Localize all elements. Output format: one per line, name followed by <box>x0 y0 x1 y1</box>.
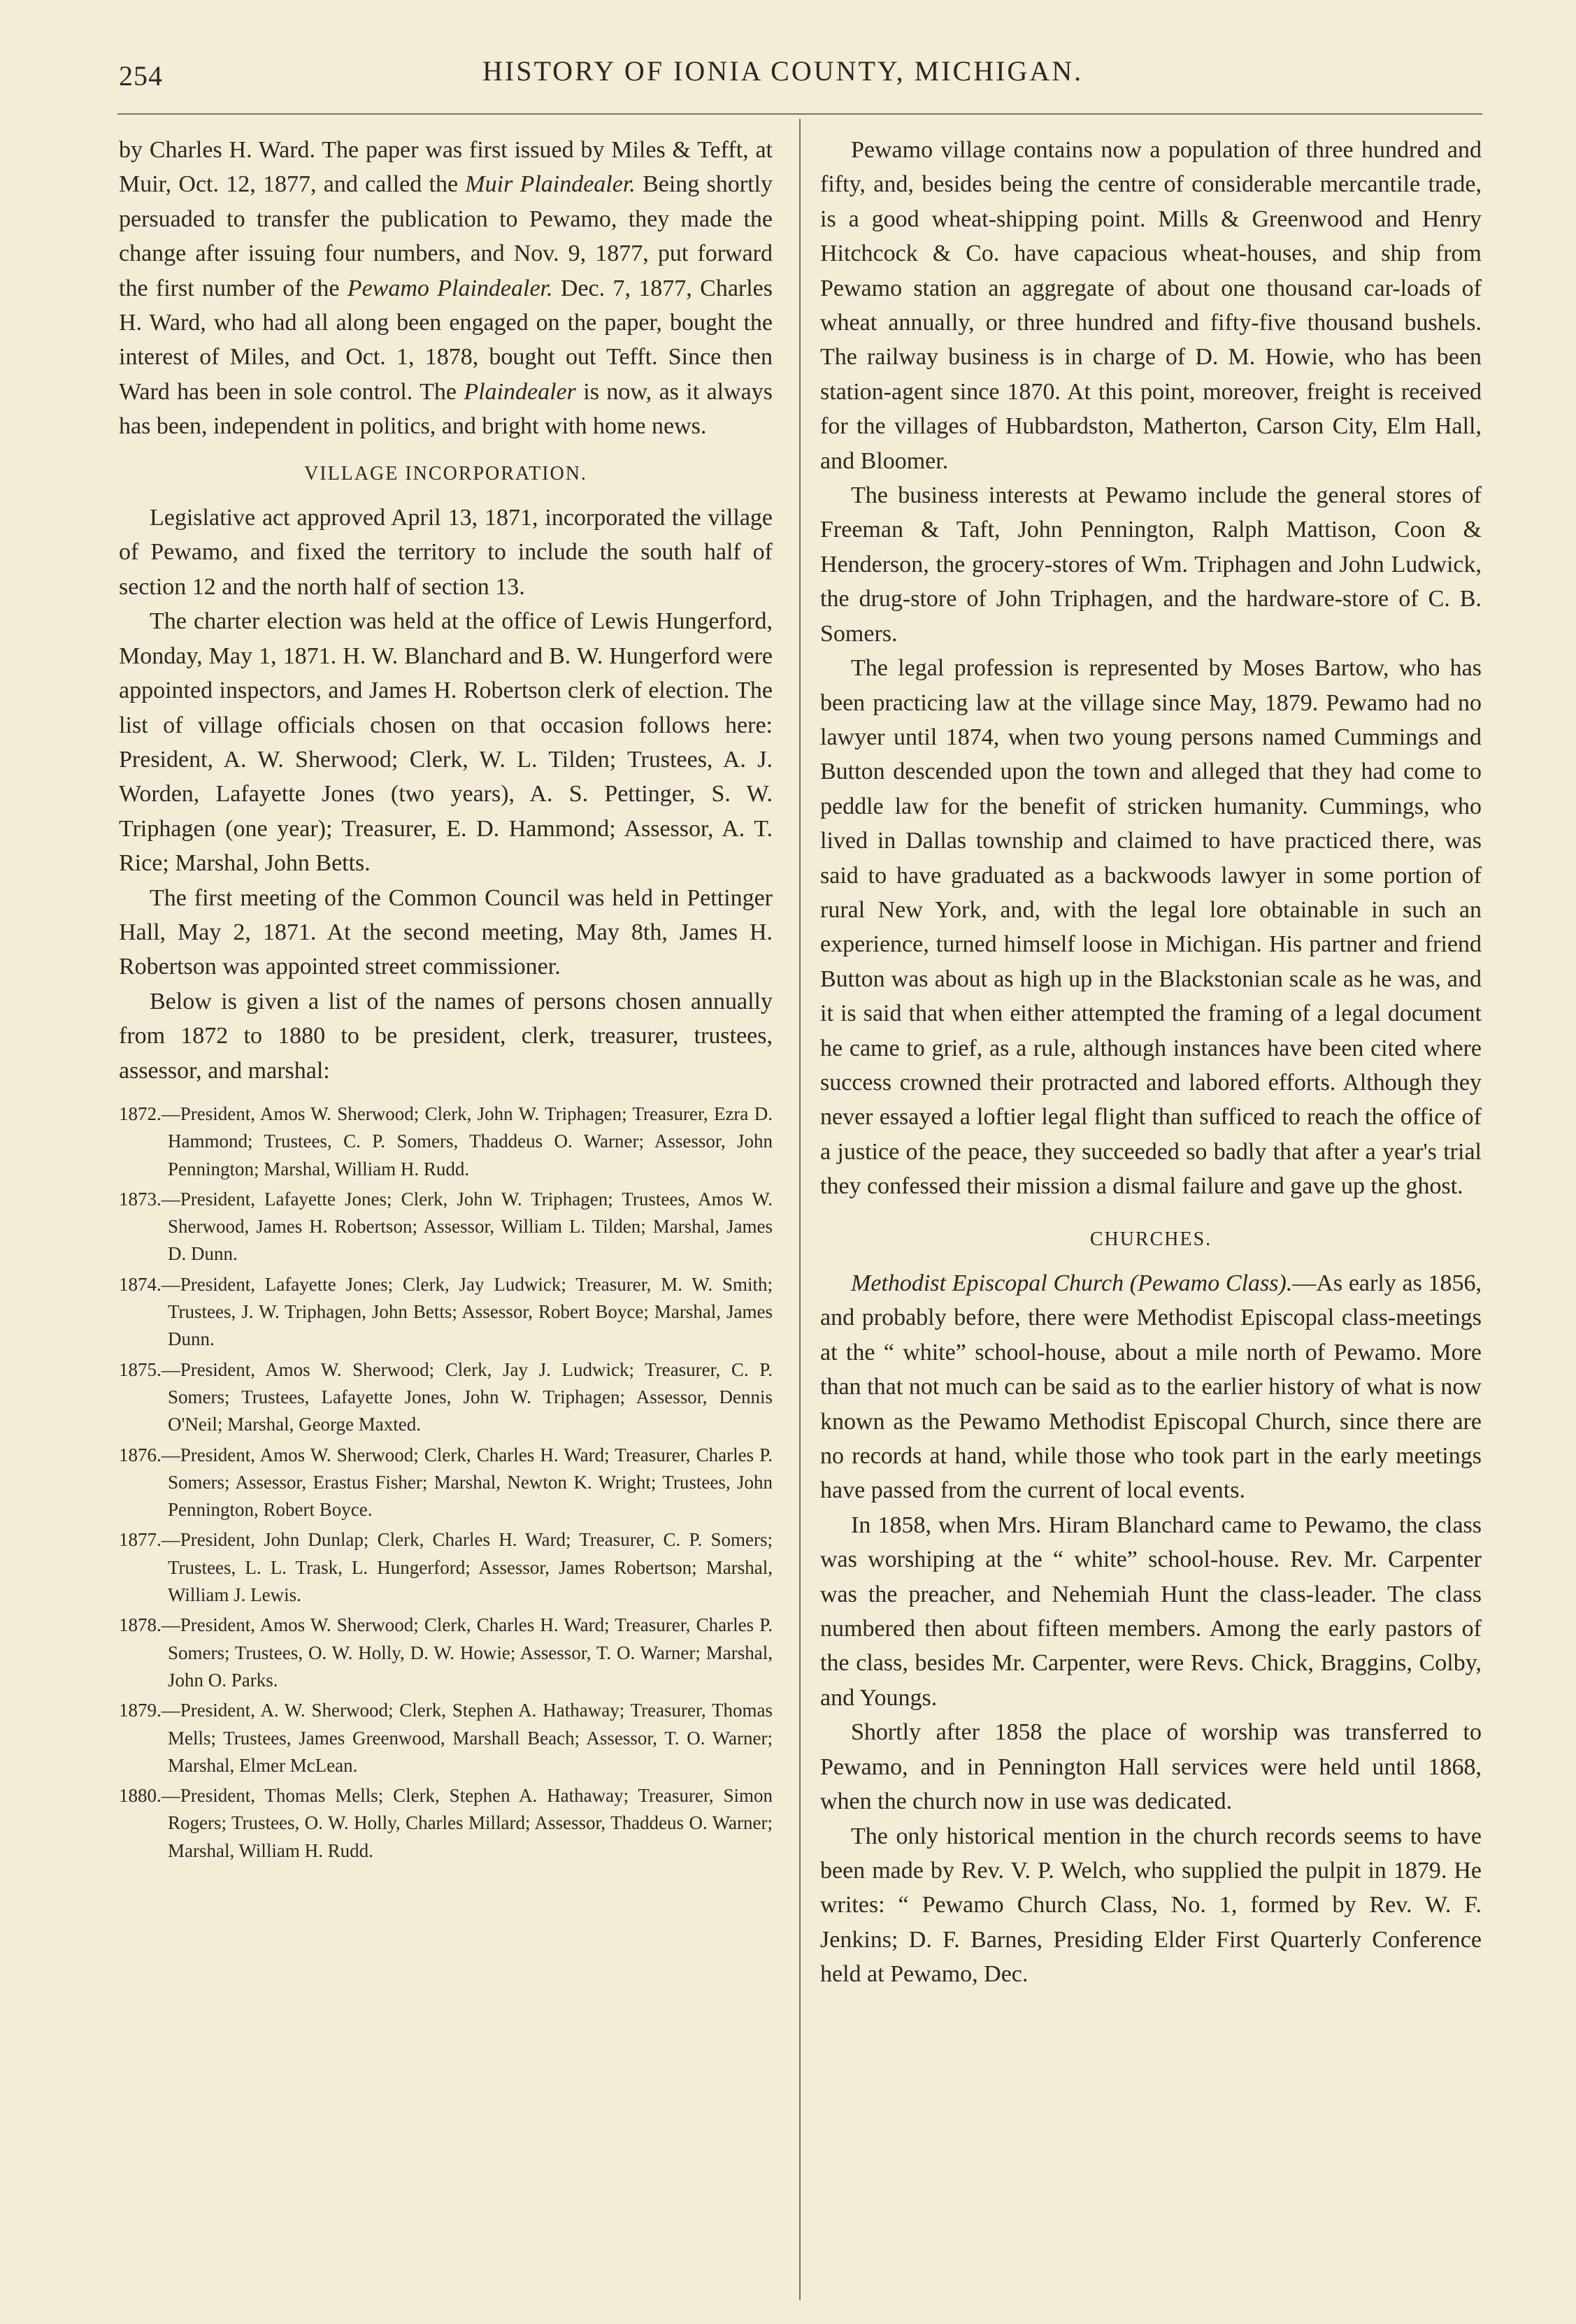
left-column <box>119 133 773 1867</box>
officer-entry-1876: 1876.—President, Amos W. Sherwood; Clerk, Charles H. Ward; Treasurer, Charles P. Somers; Assessor, Erastus Fisher; Marshal, Newton K. Wright; Trustees, John Pennington, Robert Boyce. <box>119 1444 773 1521</box>
officers-list <box>119 1100 773 1865</box>
header-rule <box>117 113 1482 115</box>
officer-entry-1880: 1880.—President, Thomas Mells; Clerk, Stephen A. Hathaway; Treasurer, Simon Rogers; Trustees, O. W. Holly, Charles Millard; Assessor, Thaddeus O. Warner; Marshal, William H. Rudd. <box>119 1785 773 1861</box>
paragraph-officers-intro: Below is given a list of the names of persons chosen annually from 1872 to 1880 to be president, clerk, treasurer, trustees, assessor, and marshal: <box>119 988 773 1084</box>
column-divider <box>799 119 801 2300</box>
running-head: HISTORY OF IONIA COUNTY, MICHIGAN. <box>482 55 1084 87</box>
paragraph-1858: In 1858, when Mrs. Hiram Blanchard came to Pewamo, the class was worshiping at the “ white” school-house. Rev. Mr. Carpenter was the preacher, and Nehemiah Hunt the class-leader. The class numbered then about fifteen members. Among the early pastors of the class, besides Mr. Carpenter, were Revs. Chick, Braggins, Colby, and Youngs. <box>820 1512 1482 1711</box>
text-run: Dec. 7, 1877, Charles H. Ward, who had all along been engaged on the paper, bought the interest of Miles, and Oct. 1, 1878, bought out Tefft. Since then Ward has been in sole control. The <box>119 275 773 405</box>
right-column <box>820 133 1482 1992</box>
officer-entry-1877: 1877.—President, John Dunlap; Clerk, Charles H. Ward; Treasurer, C. P. Somers; Trustees, L. L. Trask, L. Hungerford; Assessor, James Robertson; Marshal, William J. Lewis. <box>119 1529 773 1606</box>
text-run: —As early as 1856, and probably before, there were Methodist Episcopal class-meetings at the “ white” school-house, about a mile north of Pewamo. More than that not much can be said as to the earlier history of what is now known as the Pewamo Methodist Episcopal Church, since there are no records at hand, while those who took part in the early meetings have passed from the current of local events. <box>820 1270 1482 1504</box>
church-name: Methodist Episcopal Church (Pewamo Class). <box>851 1270 1293 1296</box>
officer-entry-1874: 1874.—President, Lafayette Jones; Clerk, Jay Ludwick; Treasurer, M. W. Smith; Trustees, J. W. Triphagen, John Betts; Assessor, Robert Boyce; Marshal, James Dunn. <box>119 1273 773 1350</box>
paragraph-methodist-church <box>820 1266 1482 1508</box>
officer-entry-1875: 1875.—President, Amos W. Sherwood; Clerk, Jay J. Ludwick; Treasurer, C. P. Somers; Trustees, Lafayette Jones, John W. Triphagen; Assessor, Dennis O'Neil; Marshal, George Maxted. <box>119 1358 773 1435</box>
paragraph-charter-election: The charter election was held at the office of Lewis Hungerford, Monday, May 1, 1871. H. W. Blanchard and B. W. Hungerford were appointed inspectors, and James H. Robertson clerk of election. The list of village officials chosen on that occasion follows here: President, A. W. Sherwood; Clerk, W. L. Tilden; Trustees, A. J. Worden, Lafayette Jones (two years), A. S. Pettinger, S. W. Triphagen (one year); Treasurer, E. D. Hammond; Assessor, A. T. Rice; Marshal, John Betts. <box>119 608 773 877</box>
officer-entry-1873: 1873.—President, Lafayette Jones; Clerk, John W. Triphagen; Trustees, Amos W. Sherwood, James H. Robertson; Assessor, William L. Tilden; Marshal, James D. Dunn. <box>119 1188 773 1265</box>
officer-entry-1872: 1872.—President, Amos W. Sherwood; Clerk, John W. Triphagen; Treasurer, Ezra D. Hammond; Trustees, C. P. Somers, Thaddeus O. Warner; Assessor, John Pennington; Marshal, William H. Rudd. <box>119 1103 773 1179</box>
paragraph-church-records: The only historical mention in the church records seems to have been made by Rev. V. P. Welch, who supplied the pulpit in 1879. He writes: “ Pewamo Church Class, No. 1, formed by Rev. W. F. Jenkins; D. F. Barnes, Presiding Elder First Quarterly Conference held at Pewamo, Dec. <box>820 1823 1482 1988</box>
officer-entry-1878: 1878.—President, Amos W. Sherwood; Clerk, Charles H. Ward; Treasurer, Charles P. Somers; Trustees, O. W. Holly, D. W. Howie; Assessor, T. O. Warner; Marshal, John O. Parks. <box>119 1614 773 1691</box>
paragraph-business-interests: The business interests at Pewamo include the general stores of Freeman & Taft, John Pennington, Ralph Mattison, Coon & Henderson, the grocery-stores of Wm. Triphagen and John Ludwick, the drug-store of John Triphagen, and the hardware-store of C. B. Somers. <box>820 482 1482 647</box>
paragraph-legal-profession: The legal profession is represented by Moses Bartow, who has been practicing law at the village since May, 1879. Pewamo had no lawyer until 1874, when two young persons named Cummings and Button descended upon the town and alleged that they had come to peddle law for the benefit of stricken humanity. Cummings, who lived in Dallas township and claimed to have practiced there, was said to have graduated as a backwoods lawyer in some portion of rural New York, and, with the legal lore obtainable in such an experience, turned himself loose in Michigan. His partner and friend Button was about as high up in the Blackstonian scale as he was, and it is said that when either attempted the framing of a legal document he came to grief, as a rule, although instances have been cited where success crowned their protracted and labored efforts. Although they never essayed a loftier legal flight than sufficed to reach the office of a justice of the peace, they succeeded so badly that after a year's trial they confessed their mission a dismal failure and gave up the ghost. <box>820 655 1482 1200</box>
text-run: is now, as it always has been, independent in politics, and bright with home news. <box>119 378 773 440</box>
paragraph-worship-transferred: Shortly after 1858 the place of worship was transferred to Pewamo, and in Pennington Hall services were held until 1868, when the church now in use was dedicated. <box>820 1719 1482 1815</box>
paragraph-newspaper <box>119 133 773 444</box>
text-run: Being shortly persuaded to transfer the publication to Pewamo, they made the change after issuing four numbers, and Nov. 9, 1877, put forward the first number of the <box>119 171 773 301</box>
page-number: 254 <box>119 60 163 92</box>
paragraph-village-population: Pewamo village contains now a population of three hundred and fifty, and, besides being the centre of considerable mercantile trade, is a good wheat-shipping point. Mills & Greenwood and Henry Hitchcock & Co. have capacious wheat-houses, and ship from Pewamo station an aggregate of about one thousand car-loads of wheat annually, or three hundred and fifty-five thousand bushels. The railway business is in charge of D. M. Howie, who has been station-agent since 1870. At this point, moreover, freight is received for the villages of Hubbardston, Matherton, Carson City, Elm Hall, and Bloomer. <box>820 137 1482 474</box>
text-run: by Charles H. Ward. The paper was first issued by Miles & Tefft, at Muir, Oct. 12, 1877, and called the <box>119 137 773 198</box>
newspaper-title: Muir Plaindealer. <box>465 171 636 198</box>
section-heading-churches: CHURCHES. <box>1089 1228 1212 1250</box>
newspaper-title: Plaindealer <box>464 378 576 405</box>
officer-entry-1879: 1879.—President, A. W. Sherwood; Clerk, Stephen A. Hathaway; Treasurer, Thomas Mells; Trustees, James Greenwood, Marshall Beach; Assessor, T. O. Warner; Marshal, Elmer McLean. <box>119 1700 773 1776</box>
section-heading-village-incorporation: VILLAGE INCORPORATION. <box>304 462 587 485</box>
paragraph-first-meeting: The first meeting of the Common Council was held in Pettinger Hall, May 2, 1871. At the second meeting, May 8th, James H. Robertson was appointed street commissioner. <box>119 884 773 980</box>
newspaper-title: Pewamo Plaindealer. <box>347 275 553 301</box>
paragraph-legislative-act: Legislative act approved April 13, 1871, incorporated the village of Pewamo, and fixed the territory to include the south half of section 12 and the north half of section 13. <box>119 505 773 600</box>
